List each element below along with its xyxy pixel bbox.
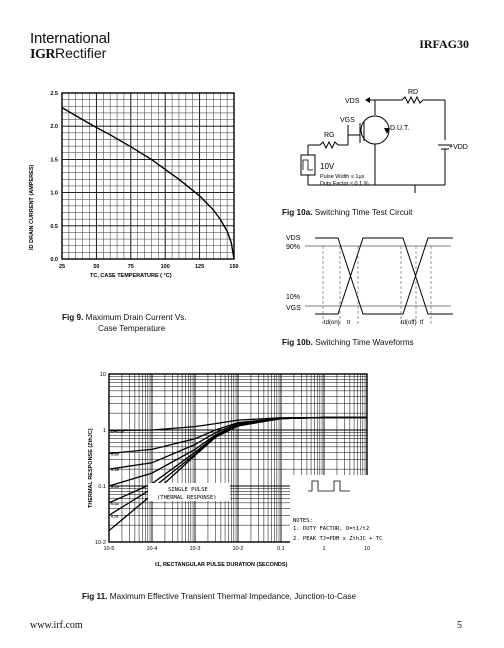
fig11-ylabel: THERMAL RESPONSE (ZthJC) (88, 428, 94, 508)
fig11-xtick-label: 1 (322, 546, 326, 552)
fig9-ylabel: ID DRAIN CURRENT (AMPERES) (29, 164, 35, 250)
fig9-caption: Fig 9. Maximum Drain Current Vs. (62, 313, 187, 322)
fig11-series-label: 0.10 (111, 467, 119, 473)
fig9-xtick-label: 125 (195, 264, 205, 270)
fig9-ytick-label: 1.0 (50, 190, 58, 197)
igr-logo: IGR (30, 47, 55, 62)
fig10a-vds-label: VDS (345, 98, 360, 105)
fig9-ytick-label: 0.0 (50, 257, 58, 263)
fig9-chart (22, 85, 247, 285)
fig11-series-label: 0.05 (111, 484, 119, 489)
fig10a-rd-label: RD (408, 89, 419, 96)
fig11-xtick-label: 10-5 (103, 546, 115, 552)
fig11-xtick-label: 10-3 (189, 546, 201, 552)
fig10a-duty-factor: Duty Factor ≤ 0.1 % (320, 181, 369, 187)
fig10a-10v-label: 10V (320, 162, 335, 171)
fig9-xlabel: TC, CASE TEMPERATURE ( °C) (90, 273, 172, 279)
fig9-caption-line2: Case Temperature (98, 324, 166, 333)
fig11-note2: 2. PEAK TJ=PDM x ZthJC + TC (293, 536, 383, 542)
fig9-ytick-label: 0.5 (50, 223, 58, 230)
fig10a-circuit (290, 85, 468, 205)
fig9-xtick-label: 25 (58, 264, 66, 270)
brand-logo (30, 45, 106, 63)
fig10a-vgs-label: VGS (340, 117, 355, 124)
fig9-ytick-label: 2.0 (50, 124, 58, 131)
fig11-ytick-label: 0.1 (98, 484, 106, 490)
fig10b-waveforms (283, 226, 473, 331)
fig11-xtick-label: 10-2 (232, 546, 244, 552)
fig11-xtick-label: 10 (363, 546, 371, 552)
part-number: IRFAG30 (419, 37, 469, 51)
fig11-single-pulse-2: (THERMAL RESPONSE) (157, 495, 217, 501)
fig11-single-pulse-1: SINGLE PULSE (168, 487, 208, 493)
fig10b-tdon-label: td(on) (324, 320, 340, 326)
fig11-series-label: D=0.50 (111, 428, 125, 434)
fig10b-vgs-label: VGS (286, 305, 301, 312)
fig10a-pulse-width: Pulse Width ≤ 1µs (320, 174, 365, 180)
fig10a-caption: Fig 10a. Switching Time Test Circuit (282, 208, 413, 217)
fig10a-rg-label: RG (324, 132, 335, 139)
fig11-chart (80, 368, 383, 573)
fig9-xtick-label: 50 (93, 264, 100, 270)
fig11-ytick-label: 1 (102, 428, 106, 434)
fig9-xtick-label: 100 (160, 264, 170, 270)
fig11-ytick-label: 10 (99, 372, 106, 378)
fig11-xtick-label: 0.1 (277, 546, 285, 552)
fig11-series-label: 0.20 (111, 451, 119, 457)
fig10b-10-label: 10% (286, 294, 301, 301)
fig9-xtick-label: 75 (127, 264, 134, 270)
fig9-ytick-label: 1.5 (50, 157, 58, 164)
brand-name: International (30, 30, 110, 47)
fig11-series-label: 0.01 (111, 513, 119, 519)
fig10b-90-label: 90% (286, 244, 301, 251)
fig10b-caption: Fig 10b. Switching Time Waveforms (282, 338, 414, 347)
fig10b-tdoff-label: td(off) (401, 320, 417, 326)
fig11-caption: Fig 11. Maximum Effective Transient Thermal Impedance, Junction-to-Case (82, 592, 357, 601)
fig11-series-label: 0.02 (111, 500, 119, 506)
fig10a-dut-label: D.U.T. (390, 125, 410, 132)
fig11-xlabel: t1, RECTANGULAR PULSE DURATION (SECONDS) (155, 562, 288, 568)
brand-rectifier: Rectifier (54, 45, 107, 61)
fig10a-vdd-label: +VDD (449, 144, 468, 151)
page-number: 5 (457, 620, 462, 631)
fig10b-vds-label: VDS (286, 235, 301, 242)
fig9-ytick-label: 2.5 (50, 91, 58, 97)
fig9-xtick-label: 150 (229, 264, 239, 270)
fig10b-tr-label: tr (347, 320, 351, 326)
fig11-note1: 1. DUTY FACTOR, D=t1/t2 (293, 526, 370, 532)
footer-url[interactable]: www.irf.com (30, 620, 83, 631)
fig11-notes-title: NOTES: (293, 518, 313, 524)
fig10b-tf-label: tf (420, 320, 424, 326)
fig11-xtick-label: 10-4 (146, 546, 158, 552)
fig11-ytick-label: 10-2 (94, 540, 106, 546)
